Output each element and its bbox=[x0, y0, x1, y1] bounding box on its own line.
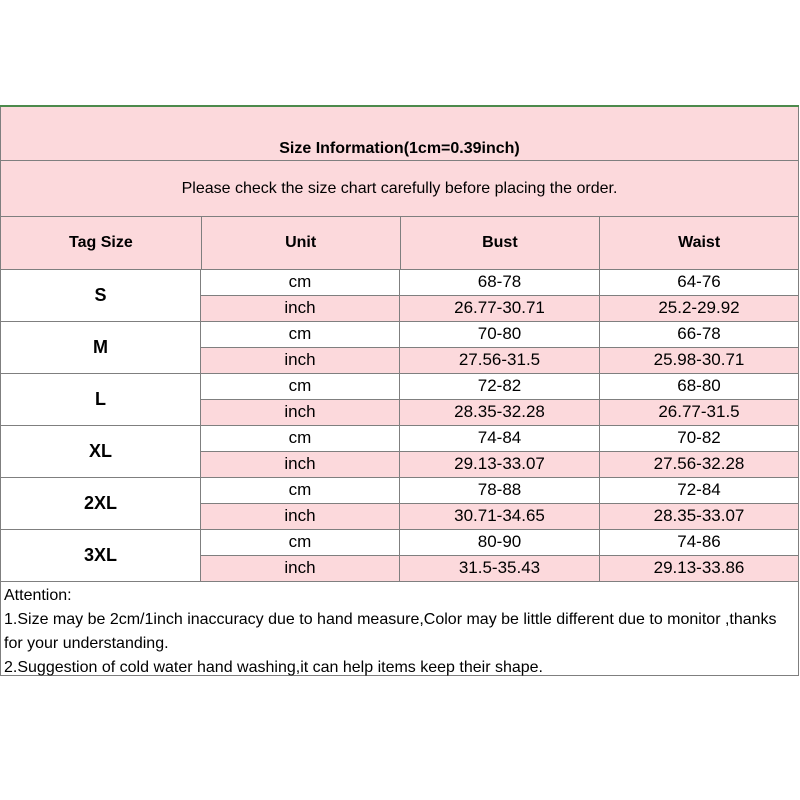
unit-cell: inch bbox=[201, 452, 400, 478]
attention-heading: Attention: bbox=[4, 587, 72, 604]
size-row-l bbox=[0, 374, 799, 426]
waist-cell: 70-82 bbox=[600, 426, 799, 451]
waist-cell: 25.2-29.92 bbox=[600, 296, 799, 322]
bust-cell: 70-80 bbox=[400, 322, 600, 347]
waist-cell: 66-78 bbox=[600, 322, 799, 347]
table-header bbox=[0, 217, 799, 270]
attention-note-2: 2.Suggestion of cold water hand washing,it can help items keep their shape. bbox=[4, 659, 543, 676]
tag-size-cell: L bbox=[1, 374, 201, 425]
inch-row bbox=[201, 504, 799, 530]
unit-cell: cm bbox=[201, 374, 400, 399]
unit-cell: cm bbox=[201, 426, 400, 451]
chart-notice: Please check the size chart carefully before placing the order. bbox=[0, 161, 799, 217]
bust-cell: 72-82 bbox=[400, 374, 600, 399]
bust-cell: 80-90 bbox=[400, 530, 600, 555]
size-row-3xl bbox=[0, 530, 799, 582]
unit-cell: cm bbox=[201, 322, 400, 347]
unit-cell: cm bbox=[201, 270, 400, 295]
tag-size-cell: M bbox=[1, 322, 201, 373]
size-values bbox=[201, 478, 799, 529]
size-row-s bbox=[0, 270, 799, 322]
tag-size-cell: XL bbox=[1, 426, 201, 477]
chart-title: Size Information(1cm=0.39inch) bbox=[0, 107, 799, 161]
waist-cell: 68-80 bbox=[600, 374, 799, 399]
attention-note-1: 1.Size may be 2cm/1inch inaccuracy due to hand measure,Color may be little different due to monitor ,thanks for your understanding. bbox=[4, 611, 777, 652]
header-unit: Unit bbox=[202, 217, 401, 269]
cm-row bbox=[201, 426, 799, 452]
inch-row bbox=[201, 556, 799, 582]
size-values bbox=[201, 374, 799, 425]
unit-cell: inch bbox=[201, 556, 400, 582]
inch-row bbox=[201, 400, 799, 426]
size-values bbox=[201, 426, 799, 477]
waist-cell: 25.98-30.71 bbox=[600, 348, 799, 374]
header-bust: Bust bbox=[401, 217, 601, 269]
cm-row bbox=[201, 478, 799, 504]
waist-cell: 74-86 bbox=[600, 530, 799, 555]
attention-notes bbox=[0, 582, 799, 676]
header-tag-size: Tag Size bbox=[1, 217, 202, 269]
inch-row bbox=[201, 348, 799, 374]
waist-cell: 64-76 bbox=[600, 270, 799, 295]
inch-row bbox=[201, 452, 799, 478]
unit-cell: inch bbox=[201, 504, 400, 530]
bust-cell: 26.77-30.71 bbox=[400, 296, 600, 322]
cm-row bbox=[201, 270, 799, 296]
tag-size-cell: 3XL bbox=[1, 530, 201, 581]
bust-cell: 78-88 bbox=[400, 478, 600, 503]
bust-cell: 28.35-32.28 bbox=[400, 400, 600, 426]
cm-row bbox=[201, 374, 799, 400]
waist-cell: 26.77-31.5 bbox=[600, 400, 799, 426]
bust-cell: 68-78 bbox=[400, 270, 600, 295]
tag-size-cell: S bbox=[1, 270, 201, 321]
unit-cell: cm bbox=[201, 478, 400, 503]
unit-cell: cm bbox=[201, 530, 400, 555]
cm-row bbox=[201, 322, 799, 348]
size-chart bbox=[0, 105, 799, 676]
size-row-2xl bbox=[0, 478, 799, 530]
size-row-m bbox=[0, 322, 799, 374]
waist-cell: 28.35-33.07 bbox=[600, 504, 799, 530]
bust-cell: 74-84 bbox=[400, 426, 600, 451]
waist-cell: 72-84 bbox=[600, 478, 799, 503]
tag-size-cell: 2XL bbox=[1, 478, 201, 529]
unit-cell: inch bbox=[201, 348, 400, 374]
waist-cell: 29.13-33.86 bbox=[600, 556, 799, 582]
size-values bbox=[201, 530, 799, 581]
unit-cell: inch bbox=[201, 296, 400, 322]
size-row-xl bbox=[0, 426, 799, 478]
waist-cell: 27.56-32.28 bbox=[600, 452, 799, 478]
bust-cell: 31.5-35.43 bbox=[400, 556, 600, 582]
cm-row bbox=[201, 530, 799, 556]
header-waist: Waist bbox=[600, 217, 799, 269]
inch-row bbox=[201, 296, 799, 322]
bust-cell: 27.56-31.5 bbox=[400, 348, 600, 374]
unit-cell: inch bbox=[201, 400, 400, 426]
bust-cell: 29.13-33.07 bbox=[400, 452, 600, 478]
bust-cell: 30.71-34.65 bbox=[400, 504, 600, 530]
size-values bbox=[201, 270, 799, 321]
size-values bbox=[201, 322, 799, 373]
